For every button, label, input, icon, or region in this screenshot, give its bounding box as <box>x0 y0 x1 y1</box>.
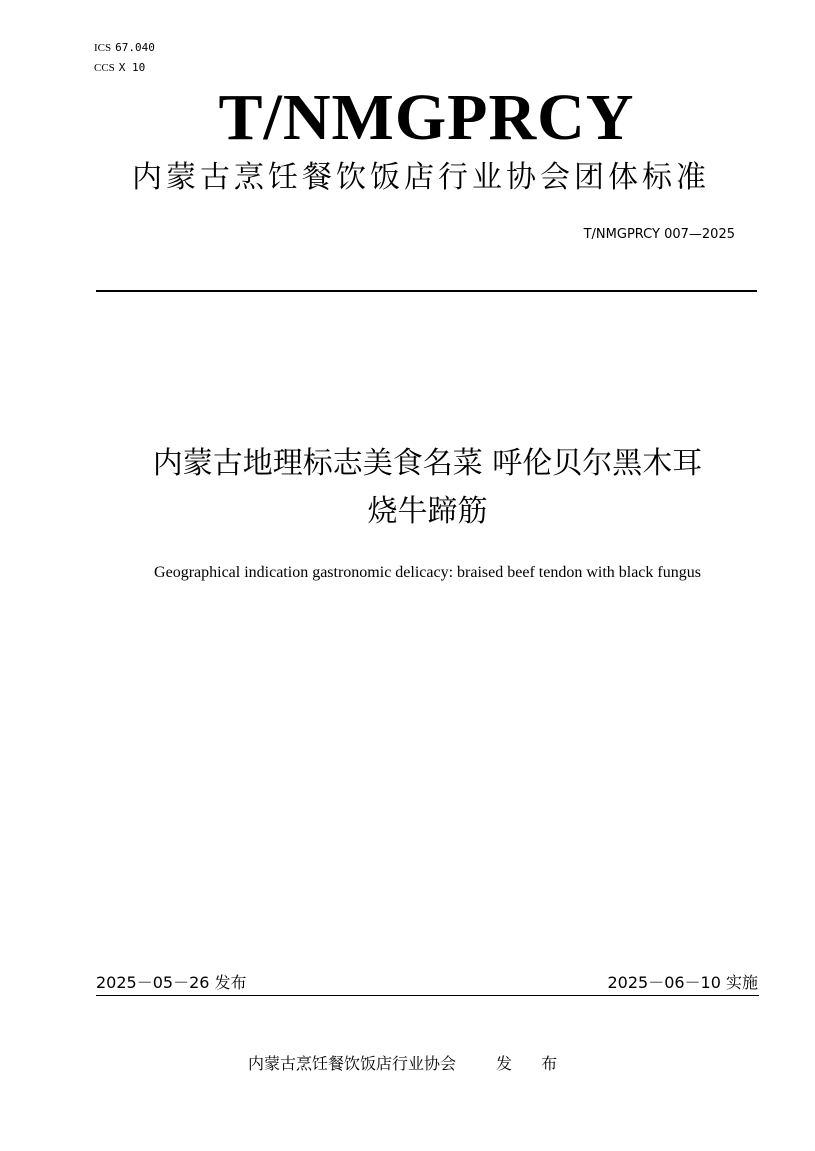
ccs-classification <box>94 61 145 75</box>
ccs-label: CCS <box>94 62 115 74</box>
standard-logo-text: T/NMGPRCY <box>218 81 635 154</box>
title-line-2: 烧牛蹄筋 <box>367 494 488 529</box>
title-line-1: 内蒙古地理标志美食名菜 呼伦贝尔黑木耳 <box>152 446 703 481</box>
issue-date: 2025－05－26 发布 <box>96 973 247 992</box>
standard-number: T/NMGPRCY 007—2025 <box>583 227 735 242</box>
publisher-line <box>248 1052 569 1076</box>
implementation-date: 2025－06－10 实施 <box>607 973 758 992</box>
organization-standard-title: 内蒙古烹饪餐饮饭店行业协会团体标准 <box>132 160 710 195</box>
ccs-value: X 10 <box>118 61 146 74</box>
ics-classification <box>94 41 155 55</box>
ics-label: ICS <box>94 42 112 54</box>
document-title <box>60 440 795 536</box>
publisher-name: 内蒙古烹饪餐饮饭店行业协会 <box>248 1054 457 1073</box>
ics-value: 67.040 <box>115 41 155 54</box>
header-divider <box>96 290 757 292</box>
english-title: Geographical indication gastronomic delicacy: braised beef tendon with black fungus <box>154 564 701 581</box>
footer-divider <box>96 995 759 996</box>
publish-action: 发 布 <box>496 1054 570 1073</box>
